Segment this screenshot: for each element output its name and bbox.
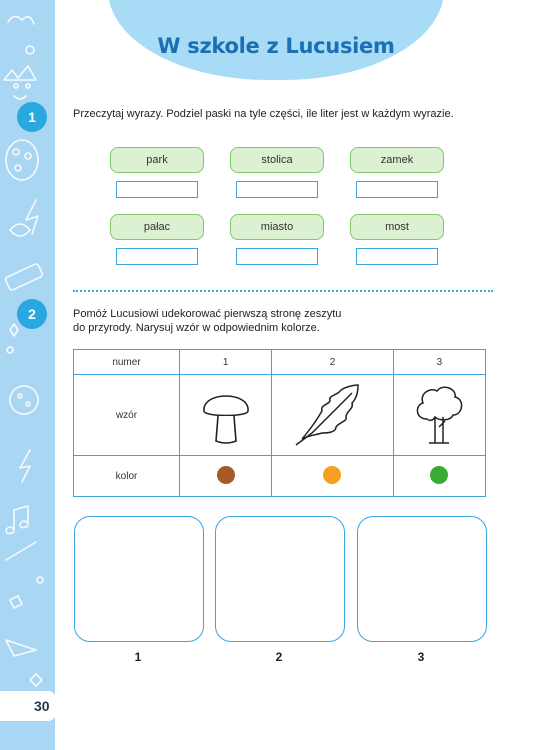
pattern-table bbox=[73, 349, 486, 497]
drawing-box-label: 1 bbox=[134, 650, 142, 664]
task-1-instruction: Przeczytaj wyrazy. Podziel paski na tyle części, ile liter jest w każdym wyrazie. bbox=[73, 108, 454, 120]
pattern-cell bbox=[393, 375, 485, 456]
pattern-cell bbox=[180, 375, 272, 456]
drawing-box-1[interactable] bbox=[74, 516, 204, 642]
answer-strip[interactable] bbox=[356, 248, 438, 265]
answer-strip[interactable] bbox=[116, 248, 198, 265]
color-row-label: kolor bbox=[74, 456, 180, 497]
answer-strip[interactable] bbox=[116, 181, 198, 198]
word-pill: zamek bbox=[350, 147, 444, 173]
drawing-box-label: 3 bbox=[417, 650, 425, 664]
column-number: 2 bbox=[272, 350, 394, 375]
mushroom-icon bbox=[196, 381, 256, 447]
word-pill: park bbox=[110, 147, 204, 173]
drawing-box-3[interactable] bbox=[357, 516, 487, 642]
task-2-badge: 2 bbox=[17, 299, 47, 329]
page-title: W szkole z Lucusiem bbox=[157, 34, 395, 58]
task-2-instruction-line2: do przyrody. Narysuj wzór w odpowiednim kolorze. bbox=[73, 322, 320, 334]
color-cell bbox=[393, 456, 485, 497]
section-divider bbox=[73, 290, 493, 292]
word-pill: most bbox=[350, 214, 444, 240]
column-number: 1 bbox=[180, 350, 272, 375]
word-pill: miasto bbox=[230, 214, 324, 240]
answer-strip[interactable] bbox=[236, 248, 318, 265]
color-cell bbox=[180, 456, 272, 497]
pattern-row-label: wzór bbox=[74, 375, 180, 456]
word-pill: stolica bbox=[230, 147, 324, 173]
drawing-box-label: 2 bbox=[275, 650, 283, 664]
brown-color-dot bbox=[217, 466, 235, 484]
answer-strip[interactable] bbox=[356, 181, 438, 198]
table-header-label: numer bbox=[74, 350, 180, 375]
word-pill: pałac bbox=[110, 214, 204, 240]
oak-leaf-icon bbox=[292, 381, 372, 447]
column-number: 3 bbox=[393, 350, 485, 375]
answer-strip[interactable] bbox=[236, 181, 318, 198]
task-2-instruction-line1: Pomóż Lucusiowi udekorować pierwszą stronę zeszytu bbox=[73, 308, 342, 320]
task-2-instruction bbox=[73, 307, 341, 335]
page-number: 30 bbox=[0, 691, 55, 721]
green-color-dot bbox=[430, 466, 448, 484]
color-cell bbox=[272, 456, 394, 497]
drawing-box-2[interactable] bbox=[215, 516, 345, 642]
orange-color-dot bbox=[323, 466, 341, 484]
pattern-cell bbox=[272, 375, 394, 456]
tree-icon bbox=[409, 381, 469, 447]
task-1-badge: 1 bbox=[17, 102, 47, 132]
